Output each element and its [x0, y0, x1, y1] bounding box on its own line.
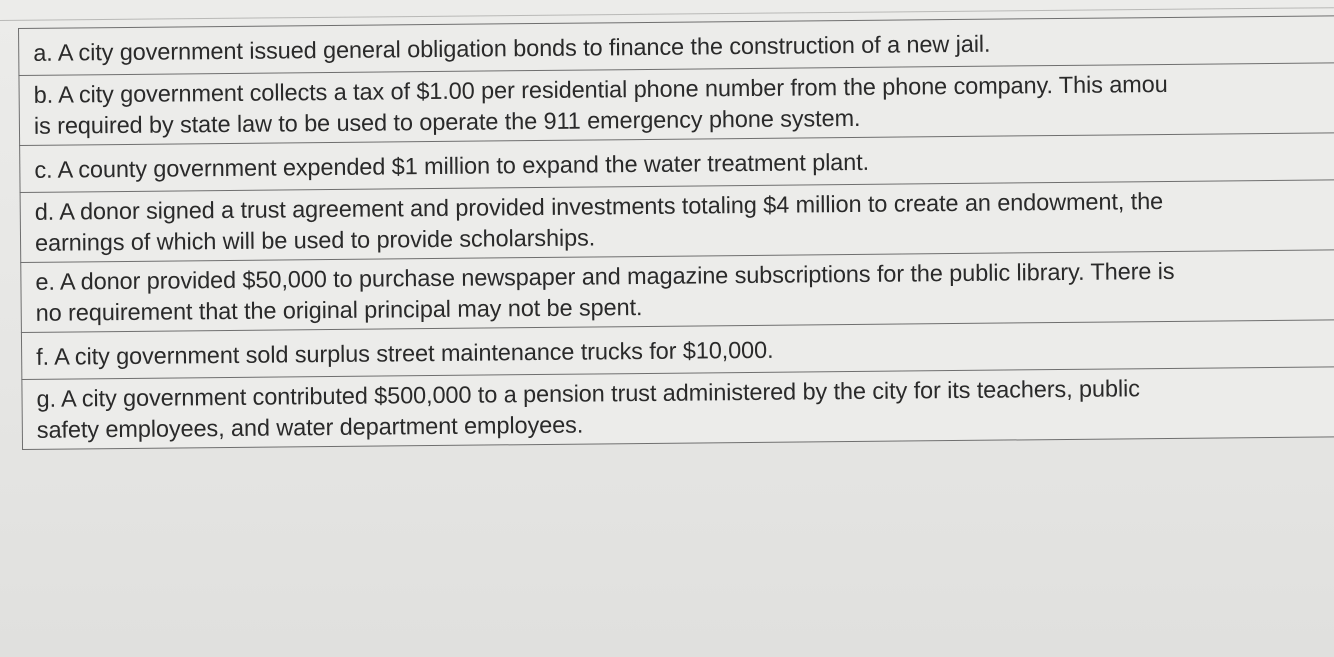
problem-sheet: [18, 15, 1334, 450]
problem-text-line: c. A county government expended $1 million to expand the water treatment plant.: [34, 148, 870, 183]
table-row: [21, 250, 1334, 333]
problem-item-g: [22, 367, 1334, 450]
problem-text-line: earnings of which will be used to provide scholarships.: [34, 224, 596, 256]
problem-text-line: is required by state law to be used to operate the 911 emergency phone system.: [33, 104, 861, 139]
problem-text-line: e. A donor provided $50,000 to purchase newspaper and magazine subscriptions for the public library. There is: [35, 257, 1175, 295]
table-row: [19, 63, 1334, 146]
problem-text-line: g. A city government contributed $500,000 to a pension trust administered by the city for its teachers, public: [36, 375, 1140, 412]
problem-text-line: d. A donor signed a trust agreement and provided investments totaling $4 million to create an endowment, the: [34, 188, 1164, 225]
table-row: [22, 367, 1334, 450]
problem-text-line: f. A city government sold surplus street maintenance trucks for $10,000.: [36, 336, 774, 370]
problem-item-b: [19, 63, 1334, 146]
problem-text-line: safety employees, and water department employees.: [36, 411, 584, 443]
problem-text-line: no requirement that the original principal may not be spent.: [35, 294, 643, 326]
problem-text-line: b. A city government collects a tax of $1.00 per residential phone number from the phone company. This amou: [33, 70, 1168, 108]
problem-item-d: [20, 180, 1334, 263]
problem-item-e: [21, 250, 1334, 333]
table-row: [20, 180, 1334, 263]
problem-text-line: a. A city government issued general obligation bonds to finance the construction of a new jail.: [33, 30, 991, 66]
problem-table: [18, 15, 1334, 450]
